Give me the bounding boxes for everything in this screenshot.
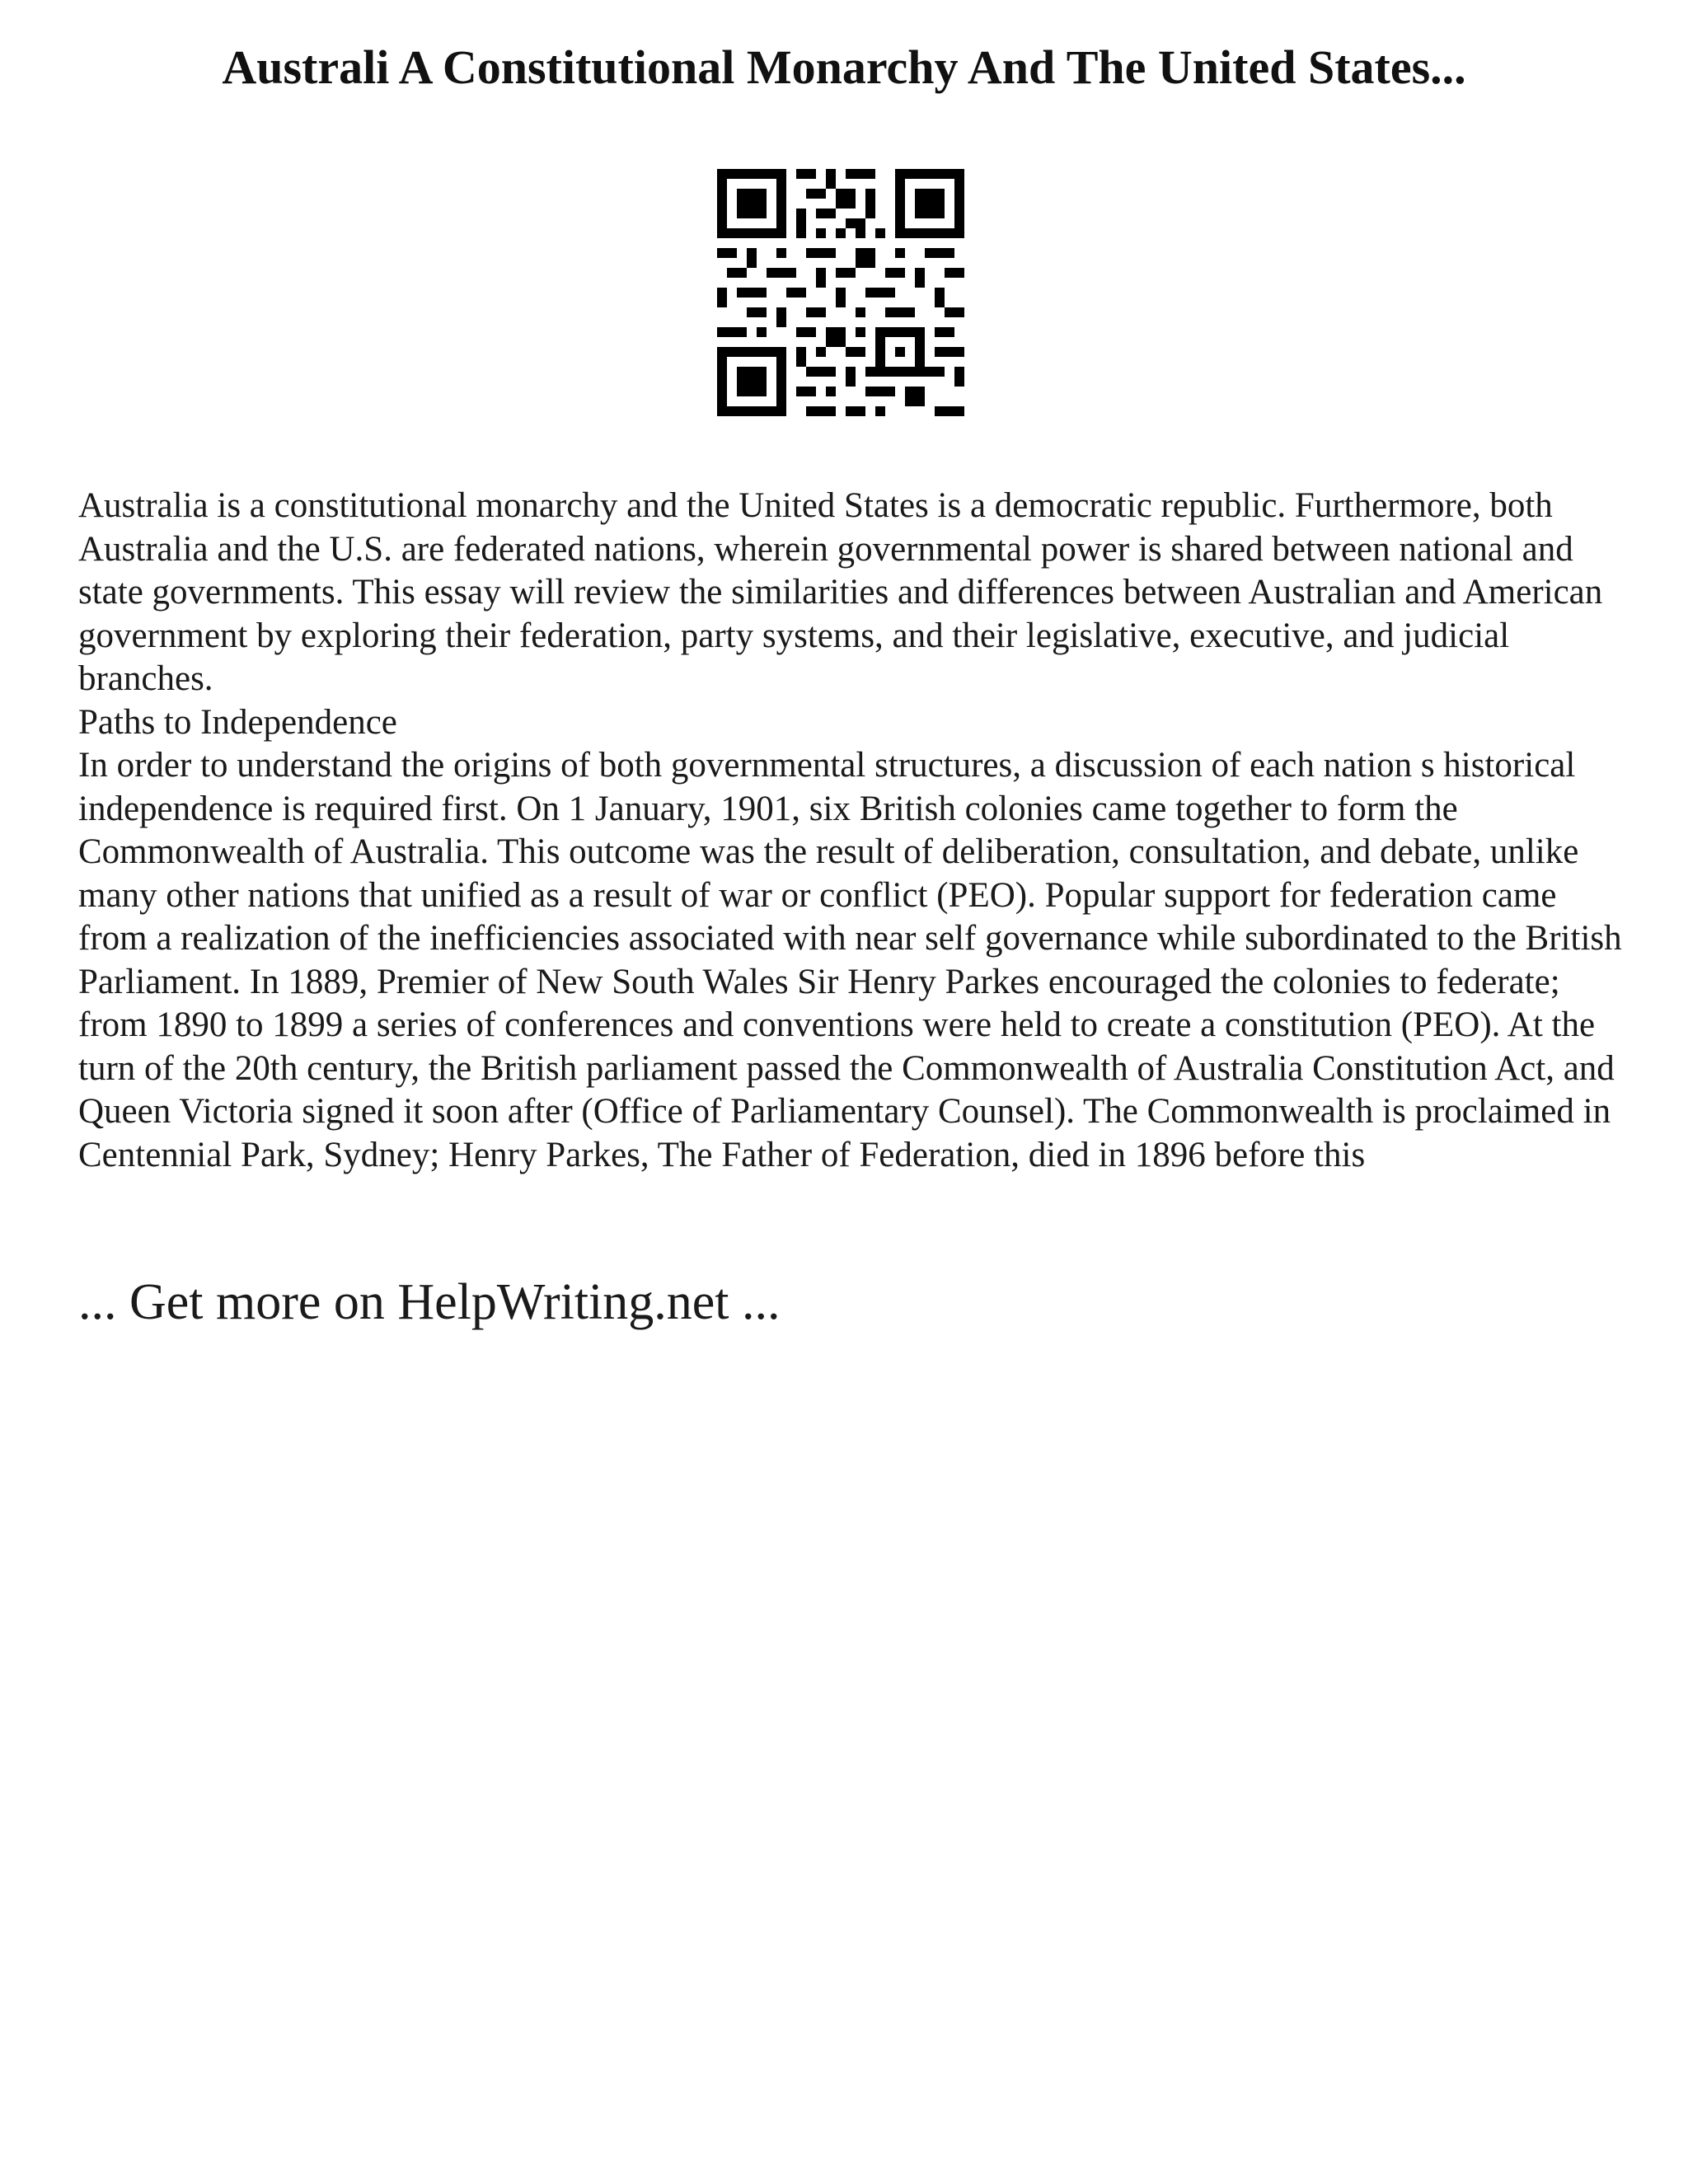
document-title: Australi A Constitutional Monarchy And The United States... (222, 40, 1466, 94)
document-body (78, 485, 1628, 1177)
section-heading-paths-to-independence: Paths to Independence (78, 702, 397, 742)
paragraph-history: In order to understand the origins of both governmental structures, a discussion of each nation s historical independence is required first. On 1 January, 1901, six British colonies came together to form the Commonwealth of Australia. This outcome was the result of deliberation, consultation, and debate, unlike many other nations that unified as a result of war or conflict (PEO). Popular support for federation came from a realization of the inefficiencies associated with near self governance while subordinated to the British Parliament. In 1889, Premier of New South Wales Sir Henry Parkes encouraged the colonies to federate; from 1890 to 1899 a series of conferences and conventions were held to create a constitution (PEO). At the turn of the 20th century, the British parliament passed the Commonwealth of Australia Constitution Act, and Queen Victoria signed it soon after (Office of Parliamentary Counsel). The Commonwealth is proclaimed in Centennial Park, Sydney; Henry Parkes, The Father of Federation, died in 1896 before this (78, 746, 1622, 1174)
paragraph-intro: Australia is a constitutional monarchy and the United States is a democratic republic. Furthermore, both Australia and the U.S. are federated nations, wherein governmental power is shared between national and state governments. This essay will review the similarities and differences between Australian and American government by exploring their federation, party systems, and their legislative, executive, and judicial branches. (78, 486, 1603, 698)
get-more-link[interactable]: ... Get more on HelpWriting.net ... (78, 1274, 781, 1330)
qr-code-icon (717, 169, 964, 416)
